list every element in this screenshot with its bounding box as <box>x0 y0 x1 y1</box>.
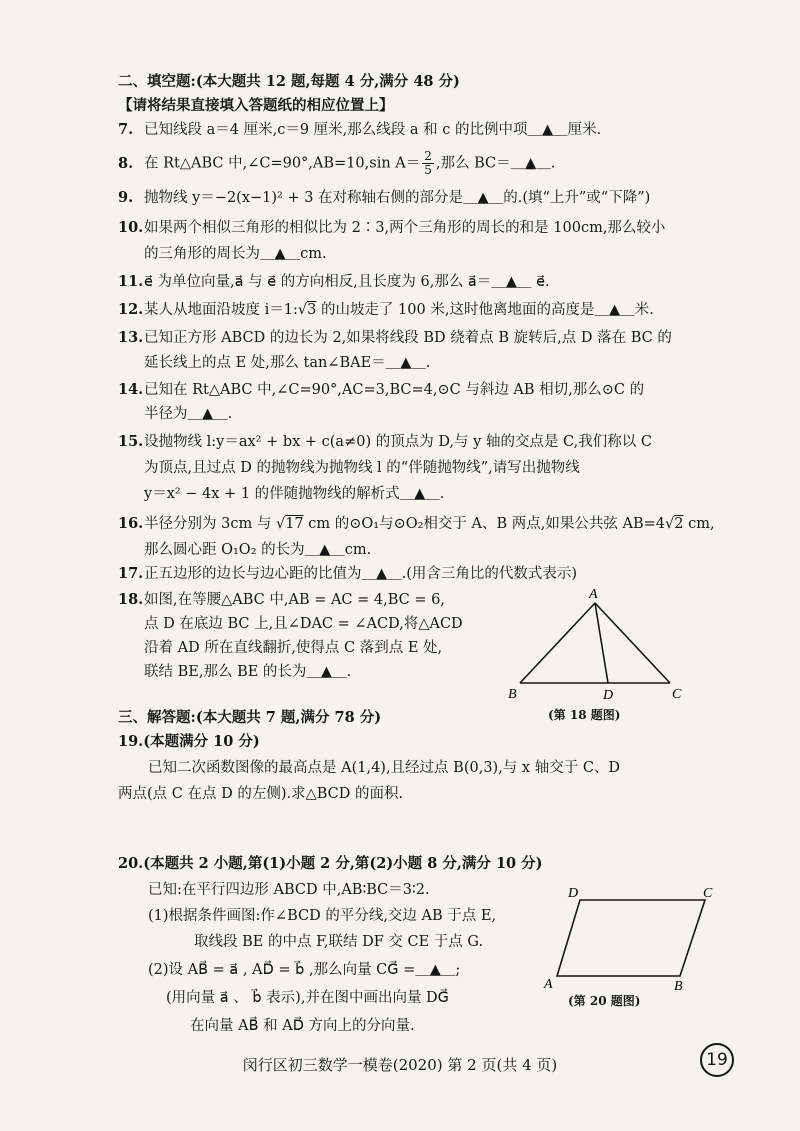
radicand: 3 <box>307 302 317 318</box>
question-7 <box>118 120 601 140</box>
fraction <box>422 150 434 177</box>
question-12 <box>118 300 654 320</box>
question-text: 某人从地面沿坡度 i＝1: <box>144 302 298 318</box>
question-number: 16. <box>118 515 144 532</box>
figure-18-triangle <box>500 585 700 710</box>
question-number: 17. <box>118 565 144 582</box>
question-number: 10. <box>118 219 144 236</box>
question-number: 8. <box>118 154 134 172</box>
question-10 <box>118 218 665 238</box>
question-11 <box>118 272 550 292</box>
question-text: 如果两个相似三角形的相似比为 2∶3,两个三角形的周长的和是 100cm,那么较小 <box>144 220 666 236</box>
question-number: 15. <box>118 433 144 450</box>
question-number: 14. <box>118 381 144 398</box>
label-d: D <box>568 886 579 901</box>
question-text: 正五边形的边长与边心距的比值为＿▲＿.(用含三角比的代数式表示) <box>144 566 578 582</box>
question-20-part2-c: 在向量 AB⃗ 和 AD⃗ 方向上的分向量. <box>190 1018 415 1034</box>
question-text: 在 Rt△ABC 中,∠C=90°,AB=10,sin A＝ <box>144 155 421 172</box>
question-18-cont2: 沿着 AD 所在直线翻折,使得点 C 落到点 E 处, <box>144 640 443 656</box>
question-15-cont2: y＝x² − 4x + 1 的伴随抛物线的解析式＿▲＿. <box>144 486 445 502</box>
question-20-head: 20.(本题共 2 小题,第(1)小题 2 分,第(2)小题 8 分,满分 10 分) <box>118 855 543 872</box>
label-c: C <box>703 886 713 901</box>
label-d: D <box>603 688 614 703</box>
question-14-cont: 半径为＿▲＿. <box>144 406 233 422</box>
question-15-cont: 为顶点,且过点 D 的抛物线为抛物线 l 的“伴随抛物线”,请写出抛物线 <box>144 460 580 476</box>
question-16-cont: 那么圆心距 O₁O₂ 的长为＿▲＿cm. <box>144 542 372 558</box>
question-text: 如图,在等腰△ABC 中,AB = AC = 4,BC = 6, <box>144 592 445 608</box>
fraction-denominator: 5 <box>424 163 432 177</box>
sqrt-sign: √ <box>665 516 675 532</box>
radicand: 2 <box>674 516 684 532</box>
figure-20-caption: (第 20 题图) <box>568 994 641 1008</box>
label-a: A <box>544 977 553 992</box>
question-text: 抛物线 y＝−2(x−1)² + 3 在对称轴右侧的部分是＿▲＿的.(填“上升”或“下降”) <box>144 190 651 206</box>
question-number: 9. <box>118 189 134 206</box>
radicand: 17 <box>285 516 304 532</box>
question-text: 已知在 Rt△ABC 中,∠C=90°,AC=3,BC=4,⊙C 与斜边 AB 相切,那么⊙C 的 <box>144 382 645 398</box>
question-20-given: 已知:在平行四边形 ABCD 中,AB∶BC＝3∶2. <box>148 882 430 898</box>
question-13 <box>118 328 672 348</box>
question-19-line2: 两点(点 C 在点 D 的左侧).求△BCD 的面积. <box>118 786 404 802</box>
question-20-part2-b: (用向量 a⃗ 、 b⃗ 表示),并在图中画出向量 DG⃗ <box>166 990 449 1006</box>
question-18-cont: 点 D 在底边 BC 上,且∠DAC = ∠ACD,将△ACD <box>144 616 463 632</box>
question-number: 12. <box>118 301 144 318</box>
question-17 <box>118 564 577 584</box>
question-number: 18. <box>118 591 144 608</box>
question-text: 半径分别为 3cm 与 <box>144 516 276 532</box>
label-c: C <box>672 687 682 702</box>
segment-ab <box>520 603 595 683</box>
instruction: 【请将结果直接填入答题纸的相应位置上】 <box>118 97 394 114</box>
question-text: 已知线段 a＝4 厘米,c＝9 厘米,那么线段 a 和 c 的比例中项＿▲＿厘米. <box>144 122 602 138</box>
question-10-cont: 的三角形的周长为＿▲＿cm. <box>144 246 327 262</box>
question-18 <box>118 590 445 610</box>
question-13-cont: 延长线上的点 E 处,那么 tan∠BAE＝＿▲＿. <box>144 355 431 371</box>
page-badge: 19 <box>700 1043 734 1077</box>
question-number: 13. <box>118 329 144 346</box>
label-a: A <box>589 587 598 602</box>
figure-18-caption: (第 18 题图) <box>548 708 621 722</box>
section3-title: 三、解答题:(本大题共 7 题,满分 78 分) <box>118 709 382 726</box>
label-b: B <box>508 687 517 702</box>
figure-20-parallelogram <box>540 880 720 995</box>
question-text-tail: 的山坡走了 100 米,这时他离地面的高度是＿▲＿米. <box>316 302 654 318</box>
section2-title: 二、填空题:(本大题共 12 题,每题 4 分,满分 48 分) <box>118 73 460 90</box>
question-text-tail: cm, <box>683 516 715 532</box>
question-20-part1-b: 取线段 BE 的中点 F,联结 DF 交 CE 于点 G. <box>194 934 484 950</box>
question-text-mid: cm 的⊙O₁与⊙O₂相交于 A、B 两点,如果公共弦 AB=4 <box>303 516 665 532</box>
question-14 <box>118 380 644 400</box>
fraction-numerator: 2 <box>424 149 432 163</box>
question-text: e⃗ 为单位向量,a⃗ 与 e⃗ 的方向相反,且长度为 6,那么 a⃗＝＿▲＿ e⃗. <box>144 274 550 290</box>
question-16 <box>118 514 715 534</box>
question-text: 已知正方形 ABCD 的边长为 2,如果将线段 BD 绕着点 B 旋转后,点 D 落在 BC 的 <box>144 330 672 346</box>
question-number: 7. <box>118 121 134 138</box>
sqrt-sign: √ <box>275 516 286 532</box>
page-footer: 闵行区初三数学一模卷(2020) 第 2 页(共 4 页) <box>242 1056 558 1074</box>
question-8 <box>118 150 555 177</box>
label-b: B <box>674 979 683 994</box>
question-20-part2-a: (2)设 AB⃗ = a⃗ , AD⃗ = b⃗ ,那么向量 CG⃗ =＿▲＿; <box>148 962 461 978</box>
question-9 <box>118 188 650 208</box>
question-20-part1-a: (1)根据条件画图:作∠BCD 的平分线,交边 AB 于点 E, <box>148 908 497 924</box>
question-19-line1: 已知二次函数图像的最高点是 A(1,4),且经过点 B(0,3),与 x 轴交于 C、D <box>148 760 621 776</box>
question-number: 11. <box>118 273 144 290</box>
triangle-abc <box>520 603 670 683</box>
question-text-tail: ,那么 BC＝＿▲＿. <box>435 155 556 172</box>
question-18-cont3: 联结 BE,那么 BE 的长为＿▲＿. <box>144 664 352 680</box>
question-19-head: 19.(本题满分 10 分) <box>118 733 260 750</box>
parallelogram-abcd <box>557 900 705 976</box>
sqrt-sign: √ <box>297 302 308 318</box>
question-text: 设抛物线 l:y＝ax² + bx + c(a≠0) 的顶点为 D,与 y 轴的交点是 C,我们称以 C <box>144 434 652 450</box>
question-15 <box>118 432 652 452</box>
